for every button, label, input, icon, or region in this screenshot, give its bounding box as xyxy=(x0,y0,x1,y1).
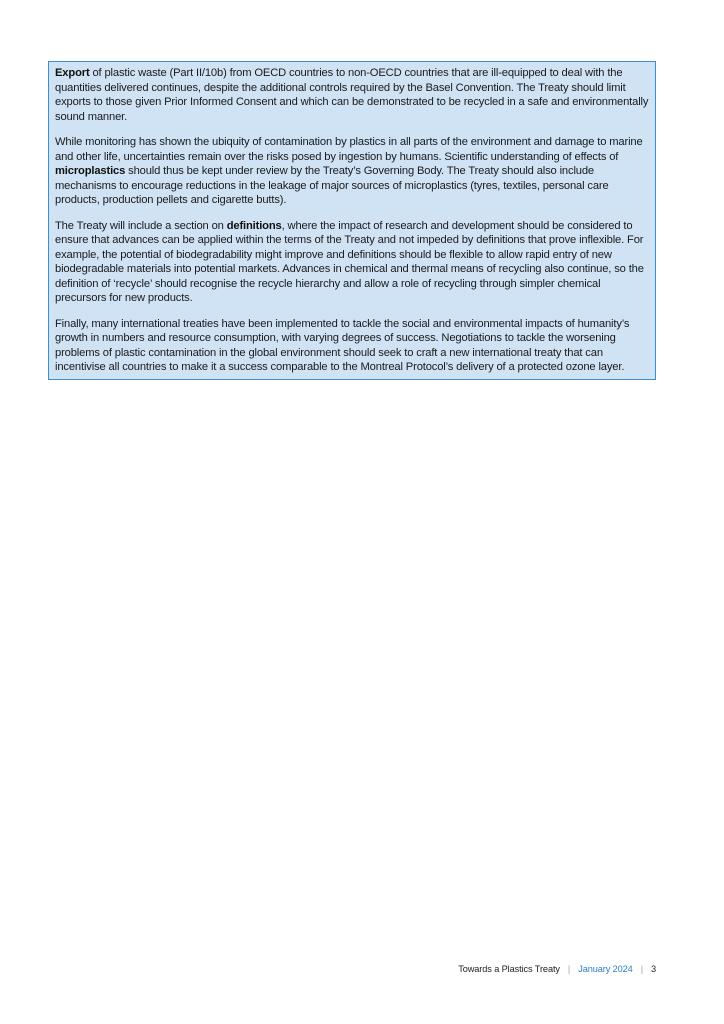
footer-date: January 2024 xyxy=(578,964,633,974)
page-footer xyxy=(458,963,656,975)
page-number: 3 xyxy=(650,964,656,974)
paragraph-conclusion xyxy=(55,317,649,375)
bold-term-microplastics: microplastics xyxy=(55,165,126,177)
paragraph-text: While monitoring has shown the ubiquity of contamination by plastics in all parts of the environment and damage to marine and other life, uncertainties remain over the risks posed by ingestion by humans. Scientific understanding of effects of xyxy=(55,136,643,163)
paragraph-text: should thus be kept under review by the Treaty’s Governing Body. The Treaty should also include mechanisms to encourage reductions in the leakage of major sources of microplastics (tyres, textiles, personal care products, production pellets and cigarette butts). xyxy=(55,165,609,206)
footer-document-title: Towards a Plastics Treaty xyxy=(458,964,560,974)
bold-term-export: Export xyxy=(55,67,90,79)
highlight-box xyxy=(48,61,656,380)
paragraph-text: The Treaty will include a section on xyxy=(55,219,227,232)
paragraph-text: of plastic waste (Part II/10b) from OECD countries to non-OECD countries that are ill-equipped to deal with the quantities delivered continues, despite the additional controls required by the Basel Convention. The Treaty should limit exports to those given Prior Informed Consent and which can be demonstrated to be recycled in a safe and environmentally sound manner. xyxy=(55,67,649,123)
paragraph-text: Finally, many international treaties have been implemented to tackle the social and environmental impacts of humanity’s growth in numbers and resource consumption, with varying degrees of success. Negotiations to tackle the worsening problems of plastic contamination in the global environment should seek to craft a new international treaty that can incentivise all countries to make it a success comparable to the Montreal Protocol’s delivery of a protected ozone layer. xyxy=(55,317,630,373)
paragraph-export xyxy=(55,66,649,124)
paragraph-text: , where the impact of research and development should be considered to ensure that advances can be applied within the terms of the Treaty and not impeded by definitions that prove inflexible. For example, the potential of biodegradability might improve and definitions should be flexible to allow rapid entry of new biodegradable materials into potential markets. Advances in chemical and thermal means of recycling also continue, so the definition of ‘recycle’ should recognise the recycle hierarchy and allow a role of recycling through simpler chemical precursors for new products. xyxy=(55,219,644,304)
footer-separator: | xyxy=(567,964,571,974)
bold-term-definitions: definitions xyxy=(226,219,282,232)
footer-separator: | xyxy=(640,964,643,974)
paragraph-microplastics xyxy=(55,135,649,208)
paragraph-definitions xyxy=(55,219,649,306)
